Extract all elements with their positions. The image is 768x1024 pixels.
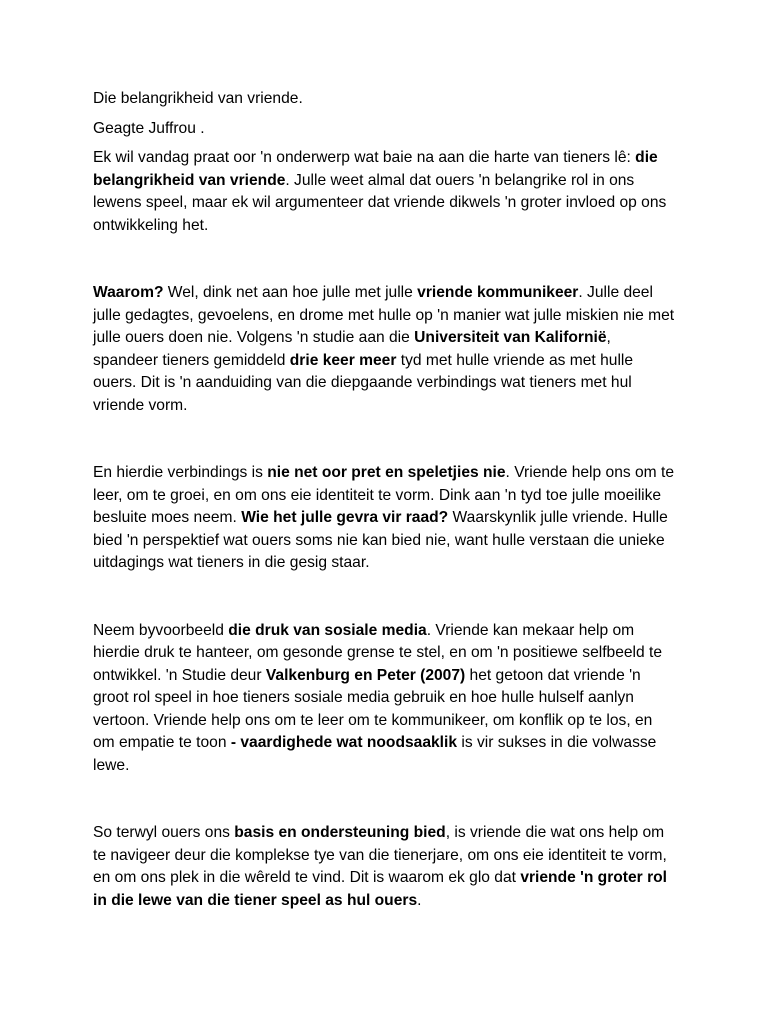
- document-title: Die belangrikheid van vriende.: [93, 90, 303, 107]
- document-body: [93, 88, 678, 912]
- bold-text-run: drie keer meer: [289, 351, 397, 369]
- paragraph-3: [93, 462, 678, 575]
- salutation: Geagte Juffrou .: [93, 119, 205, 137]
- text-run: tyd met hulle vriende as met hulle ouers. Dit is 'n aanduiding van die diepgaande verbindings wat tieners met hul vriende vorm.: [93, 351, 634, 414]
- text-run: . Vriende help ons om te leer, om te groei, en om ons eie identiteit te vorm. Dink aan 'n tyd toe julle moeilike besluite moes neem.: [93, 464, 675, 526]
- bold-text-run: Wie het julle gevra vir raad?: [241, 509, 449, 526]
- text-run: is vir sukses in die volwasse lewe.: [93, 734, 657, 774]
- text-run: , spandeer tieners gemiddeld: [93, 329, 611, 369]
- bold-text-run: - vaardighede wat noodsaaklik: [230, 734, 458, 751]
- bold-text-run: nie net oor pret en speletjies nie: [267, 464, 506, 481]
- bold-text-run: Valkenburg en Peter (2007): [265, 666, 466, 684]
- text-run: Waarskynlik julle vriende. Hulle bied 'n perspektief wat ouers soms nie kan bied nie, want hulle verstaan die unieke uitdagings wat tieners in die gesig staar.: [93, 509, 668, 571]
- text-run: .: [417, 891, 422, 909]
- bold-text-run: die druk van sosiale media: [228, 621, 427, 639]
- text-run: Ek wil vandag praat oor 'n onderwerp wat baie na aan die harte van tieners lê:: [93, 149, 636, 166]
- bold-text-run: vriende 'n groter rol in die lewe van die tiener speel as hul ouers: [93, 869, 667, 909]
- text-run: . Julle deel julle gedagtes, gevoelens, en drome met hulle op 'n manier wat julle miskien nie met julle ouers doen nie. Volgens 'n studie aan die: [93, 284, 675, 346]
- paragraph-1: [93, 147, 678, 237]
- text-run: So terwyl ouers ons: [93, 824, 235, 841]
- text-run: . Julle weet almal dat ouers 'n belangrike rol in ons lewens speel, maar ek wil argumenteer dat vriende dikwels 'n groter invloed op ons ontwikkeling het.: [93, 171, 667, 234]
- bold-text-run: vriende kommunikeer: [417, 284, 579, 301]
- text-run: . Vriende kan mekaar help om hierdie druk te hanteer, om gesonde grense te stel, en om 'n positiewe selfbeeld te ontwikkel. 'n Studie deur: [93, 621, 663, 684]
- text-run: En hierdie verbindings is: [93, 464, 268, 481]
- text-run: , is vriende die wat ons help om te navigeer deur die komplekse tye van die tienerjare, om ons eie identiteit te vorm, en om ons plek in die wêreld te vind. Dit is waarom ek glo dat: [93, 824, 667, 886]
- bold-text-run: Waarom?: [93, 284, 164, 301]
- paragraph-5: [93, 822, 678, 912]
- bold-text-run: basis en ondersteuning bied: [234, 824, 446, 841]
- text-run: Wel, dink net aan hoe julle met julle: [163, 284, 418, 301]
- bold-text-run: Universiteit van Kalifornië: [414, 329, 607, 346]
- bold-text-run: die belangrikheid van vriende: [93, 149, 658, 189]
- paragraph-2: [93, 282, 678, 417]
- paragraph-4: [93, 620, 678, 778]
- text-run: Neem byvoorbeeld: [93, 621, 229, 639]
- text-run: het getoon dat vriende 'n groot rol speel in hoe tieners sosiale media gebruik en hoe hulle hulself aanlyn vertoon. Vriende help ons om te leer om te kommunikeer, om konflik op te los, en om empatie te toon: [93, 666, 653, 751]
